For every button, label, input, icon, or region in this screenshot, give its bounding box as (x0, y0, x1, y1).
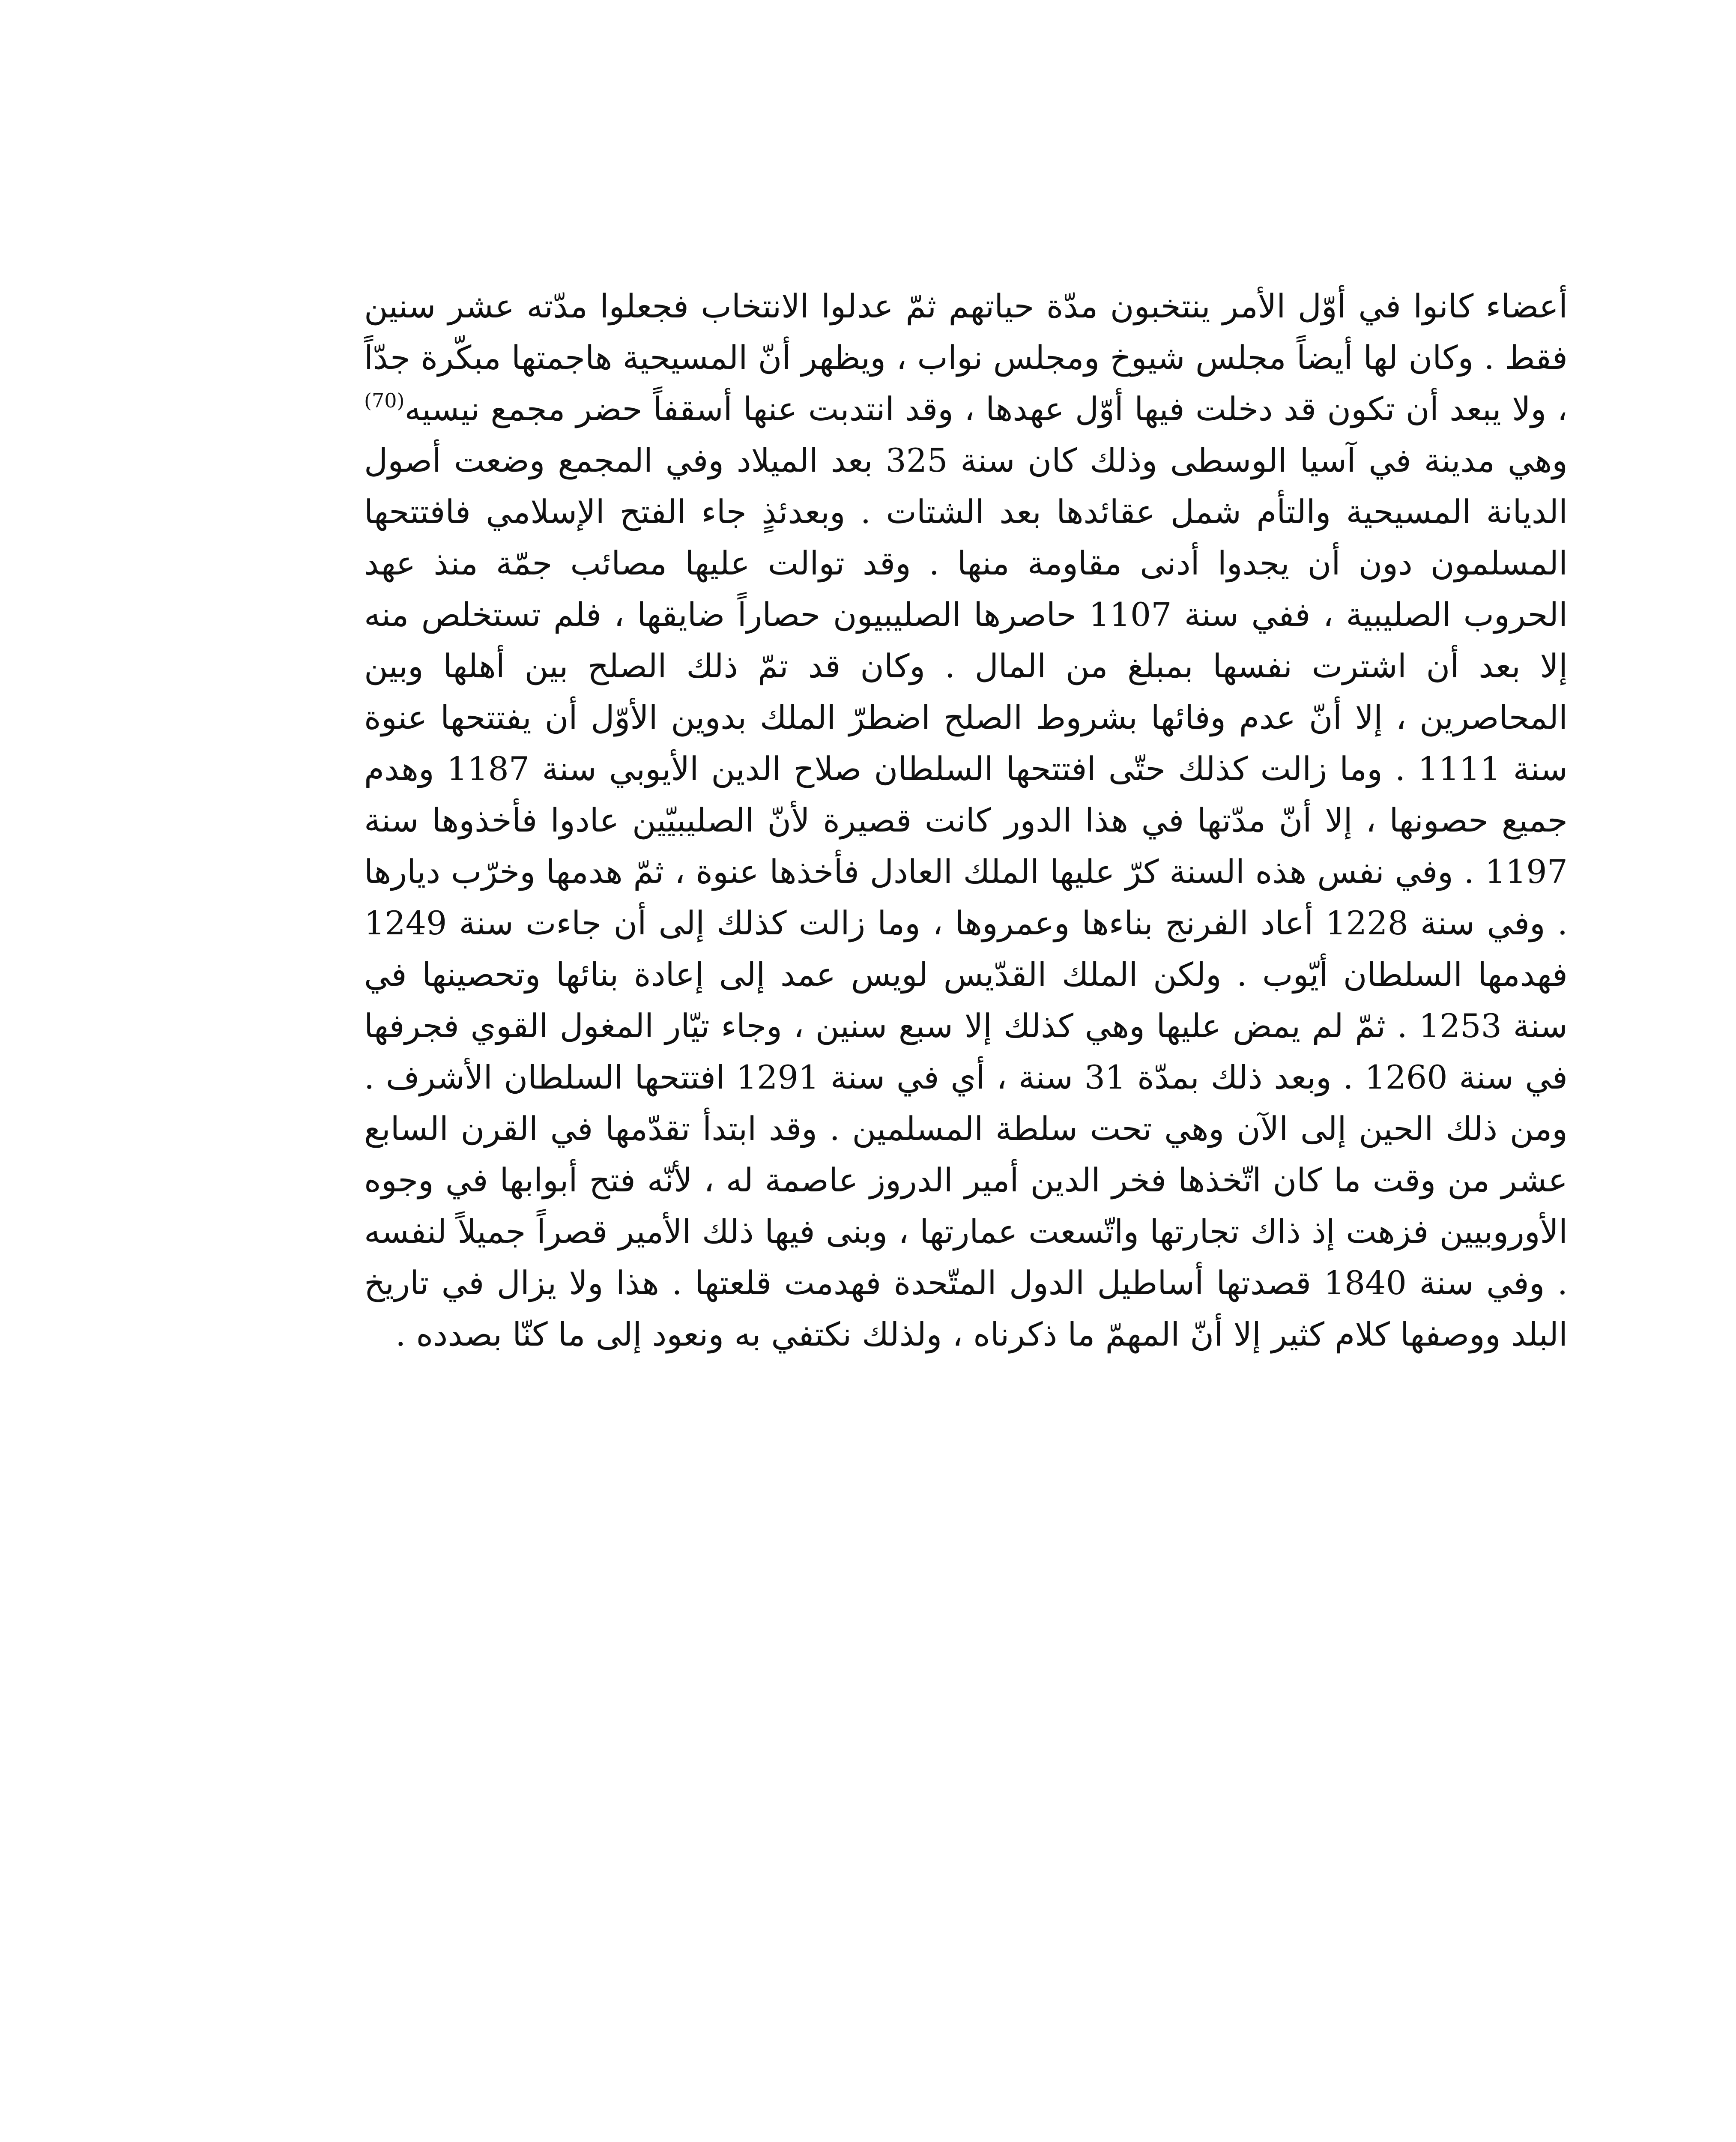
main-paragraph (364, 281, 1568, 1360)
paragraph-text-start: أعضاء كانوا في أوّل الأمر ينتخبون مدّة حياتهم ثمّ عدلوا الانتخاب فجعلوا مدّته عشر سنين فقط . وكان لها أيضاً مجلس شيوخ ومجلس نواب ، ويظهر أنّ المسيحية هاجمتها مبكّرة جدّاً ، ولا يبعد أن تكون قد دخلت فيها أوّل عهدها ، وقد انتدبت عنها أسقفاً حضر مجمع نيسيه (364, 287, 1568, 428)
footnote-reference: (70) (364, 389, 405, 412)
paragraph-text-end: وهي مدينة في آسيا الوسطى وذلك كان سنة 325 بعد الميلاد وفي المجمع وضعت أصول الديانة المسيحية والتأم شمل عقائدها بعد الشتات . وبعدئذٍ جاء الفتح الإسلامي فافتتحها المسلمون دون أن يجدوا أدنى مقاومة منها . وقد توالت عليها مصائب جمّة منذ عهد الحروب الصليبية ، ففي سنة 1107 حاصرها الصليبيون حصاراً ضايقها ، فلم تستخلص منه إلا بعد أن اشترت نفسها بمبلغ من المال . وكان قد تمّ ذلك الصلح بين أهلها وبين المحاصرين ، إلا أنّ عدم وفائها بشروط الصلح اضطرّ الملك بدوين الأوّل أن يفتتحها عنوة سنة 1111 . وما زالت كذلك حتّى افتتحها السلطان صلاح الدين الأيوبي سنة 1187 وهدم جميع حصونها ، إلا أنّ مدّتها في هذا الدور كانت قصيرة لأنّ الصليبيّين عادوا فأخذوها سنة 1197 . وفي نفس هذه السنة كرّ عليها الملك العادل فأخذها عنوة ، ثمّ هدمها وخرّب ديارها . وفي سنة 1228 أعاد الفرنج بناءها وعمروها ، وما زالت كذلك إلى أن جاءت سنة 1249 فهدمها السلطان أيّوب . ولكن الملك القدّيس لويس عمد إلى إعادة بنائها وتحصينها في سنة 1253 . ثمّ لم يمض عليها وهي كذلك إلا سبع سنين ، وجاء تيّار المغول القوي فجرفها في سنة 1260 . وبعد ذلك بمدّة 31 سنة ، أي في سنة 1291 افتتحها السلطان الأشرف . ومن ذلك الحين إلى الآن وهي تحت سلطة المسلمين . وقد ابتدأ تقدّمها في القرن السابع عشر من وقت ما كان اتّخذها فخر الدين أمير الدروز عاصمة له ، لأنّه فتح أبوابها في وجوه الأوروبيين فزهت إذ ذاك تجارتها واتّسعت عمارتها ، وبنى فيها ذلك الأمير قصراً جميلاً لنفسه . وفي سنة 1840 قصدتها أساطيل الدول المتّحدة فهدمت قلعتها . هذا ولا يزال في تاريخ البلد ووصفها كلام كثير إلا أنّ المهمّ ما ذكرناه ، ولذلك نكتفي به ونعود إلى ما كنّا بصدده . (364, 441, 1568, 1353)
body-text (364, 281, 1568, 1360)
